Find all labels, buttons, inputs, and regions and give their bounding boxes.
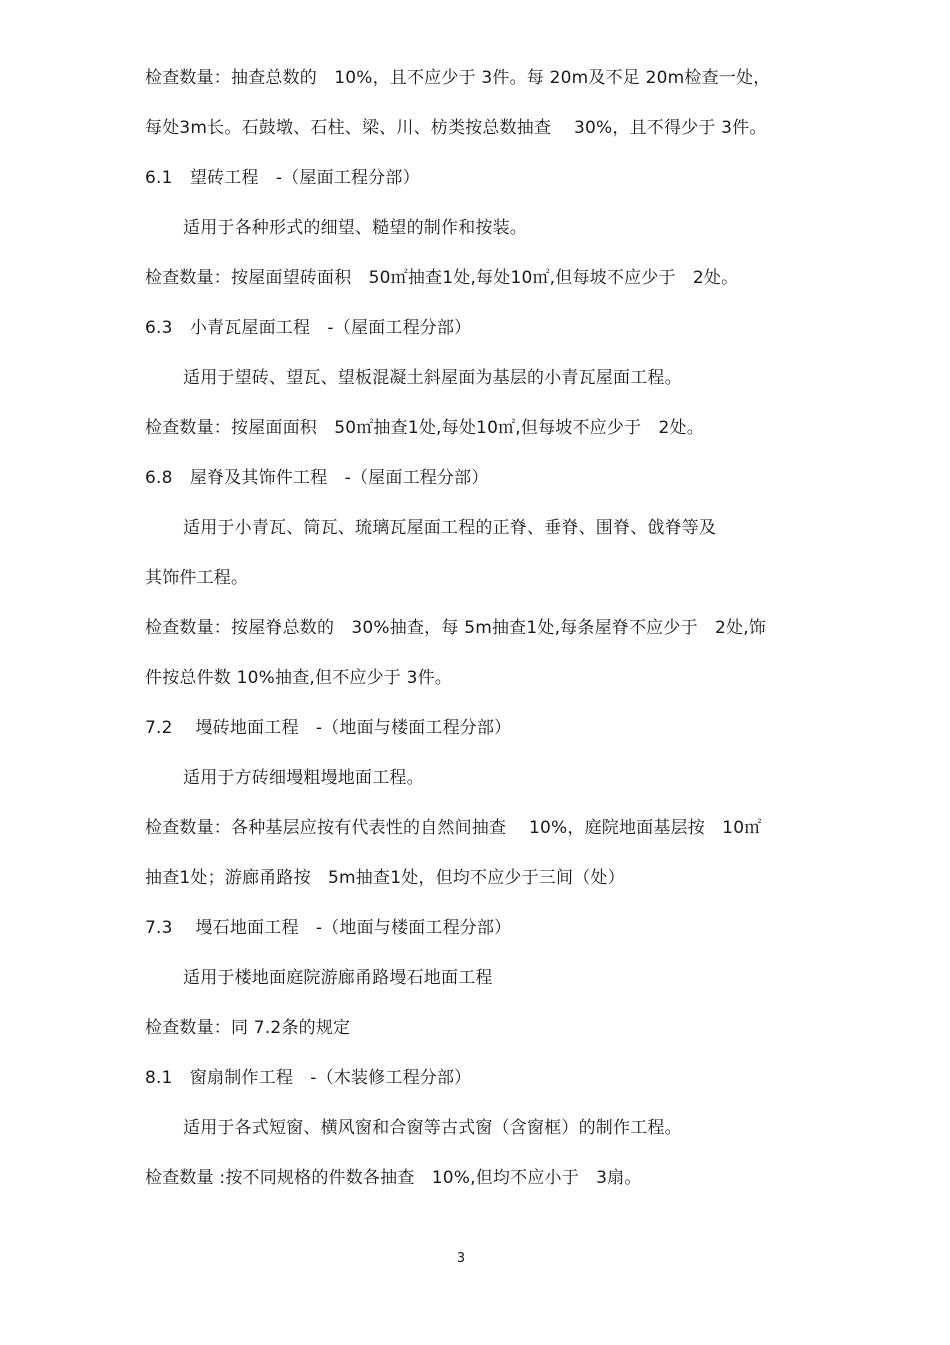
section-heading-7-3: 7.3 墁石地面工程 -（地面与楼面工程分部） [145, 918, 512, 938]
inspection-quantity-continued-line: 抽查1处；游廊甬路按 5m抽查1处，但均不应少于三间（处） [145, 868, 625, 888]
section-heading-8-1: 8.1 窗扇制作工程 -（木装修工程分部） [145, 1068, 472, 1088]
scope-paragraph: 适用于望砖、望瓦、望板混凝土斜屋面为基层的小青瓦屋面工程。 [183, 368, 682, 388]
scope-paragraph: 适用于各式短窗、横风窗和合窗等古式窗（含窗框）的制作工程。 [183, 1118, 682, 1138]
scope-paragraph: 适用于各种形式的细望、糙望的制作和按装。 [183, 218, 527, 238]
section-heading-7-2: 7.2 墁砖地面工程 -（地面与楼面工程分部） [145, 718, 512, 738]
scope-paragraph-continued: 其饰件工程。 [145, 568, 249, 588]
inspection-quantity-line: 检查数量：按屋面面积 50㎡抽查1处,每处10㎡,但每坡不应少于 2处。 [145, 418, 704, 438]
inspection-quantity-line: 检查数量：按屋脊总数的 30%抽查，每 5m抽查1处,每条屋脊不应少于 2处,饰 [145, 618, 767, 638]
page-number: 3 [456, 1251, 466, 1266]
inspection-quantity-line: 检查数量：按屋面望砖面积 50㎡抽查1处,每处10㎡,但每坡不应少于 2处。 [145, 268, 739, 288]
section-heading-6-1: 6.1 望砖工程 -（屋面工程分部） [145, 168, 420, 188]
scope-paragraph: 适用于楼地面庭院游廊甬路墁石地面工程 [183, 968, 493, 988]
scope-paragraph: 适用于小青瓦、筒瓦、琉璃瓦屋面工程的正脊、垂脊、围脊、戗脊等及 [183, 518, 717, 538]
inspection-quantity-continued-line: 每处3m长。石鼓墩、石柱、梁、川、枋类按总数抽查 30%，且不得少于 3件。 [145, 118, 767, 138]
inspection-quantity-continued-line: 件按总件数 10%抽查,但不应少于 3件。 [145, 668, 453, 688]
inspection-quantity-line: 检查数量：同 7.2条的规定 [145, 1018, 351, 1038]
scope-paragraph: 适用于方砖细墁粗墁地面工程。 [183, 768, 424, 788]
inspection-quantity-line: 检查数量：各种基层应按有代表性的自然间抽查 10%，庭院地面基层按 10㎡ [145, 818, 762, 838]
inspection-quantity-line: 检查数量 :按不同规格的件数各抽查 10%,但均不应小于 3扇。 [145, 1168, 642, 1188]
section-heading-6-3: 6.3 小青瓦屋面工程 -（屋面工程分部） [145, 318, 472, 338]
inspection-quantity-line: 检查数量：抽查总数的 10%，且不应少于 3件。每 20m及不足 20m检查一处， [145, 68, 771, 88]
section-heading-6-8: 6.8 屋脊及其饰件工程 -（屋面工程分部） [145, 468, 489, 488]
